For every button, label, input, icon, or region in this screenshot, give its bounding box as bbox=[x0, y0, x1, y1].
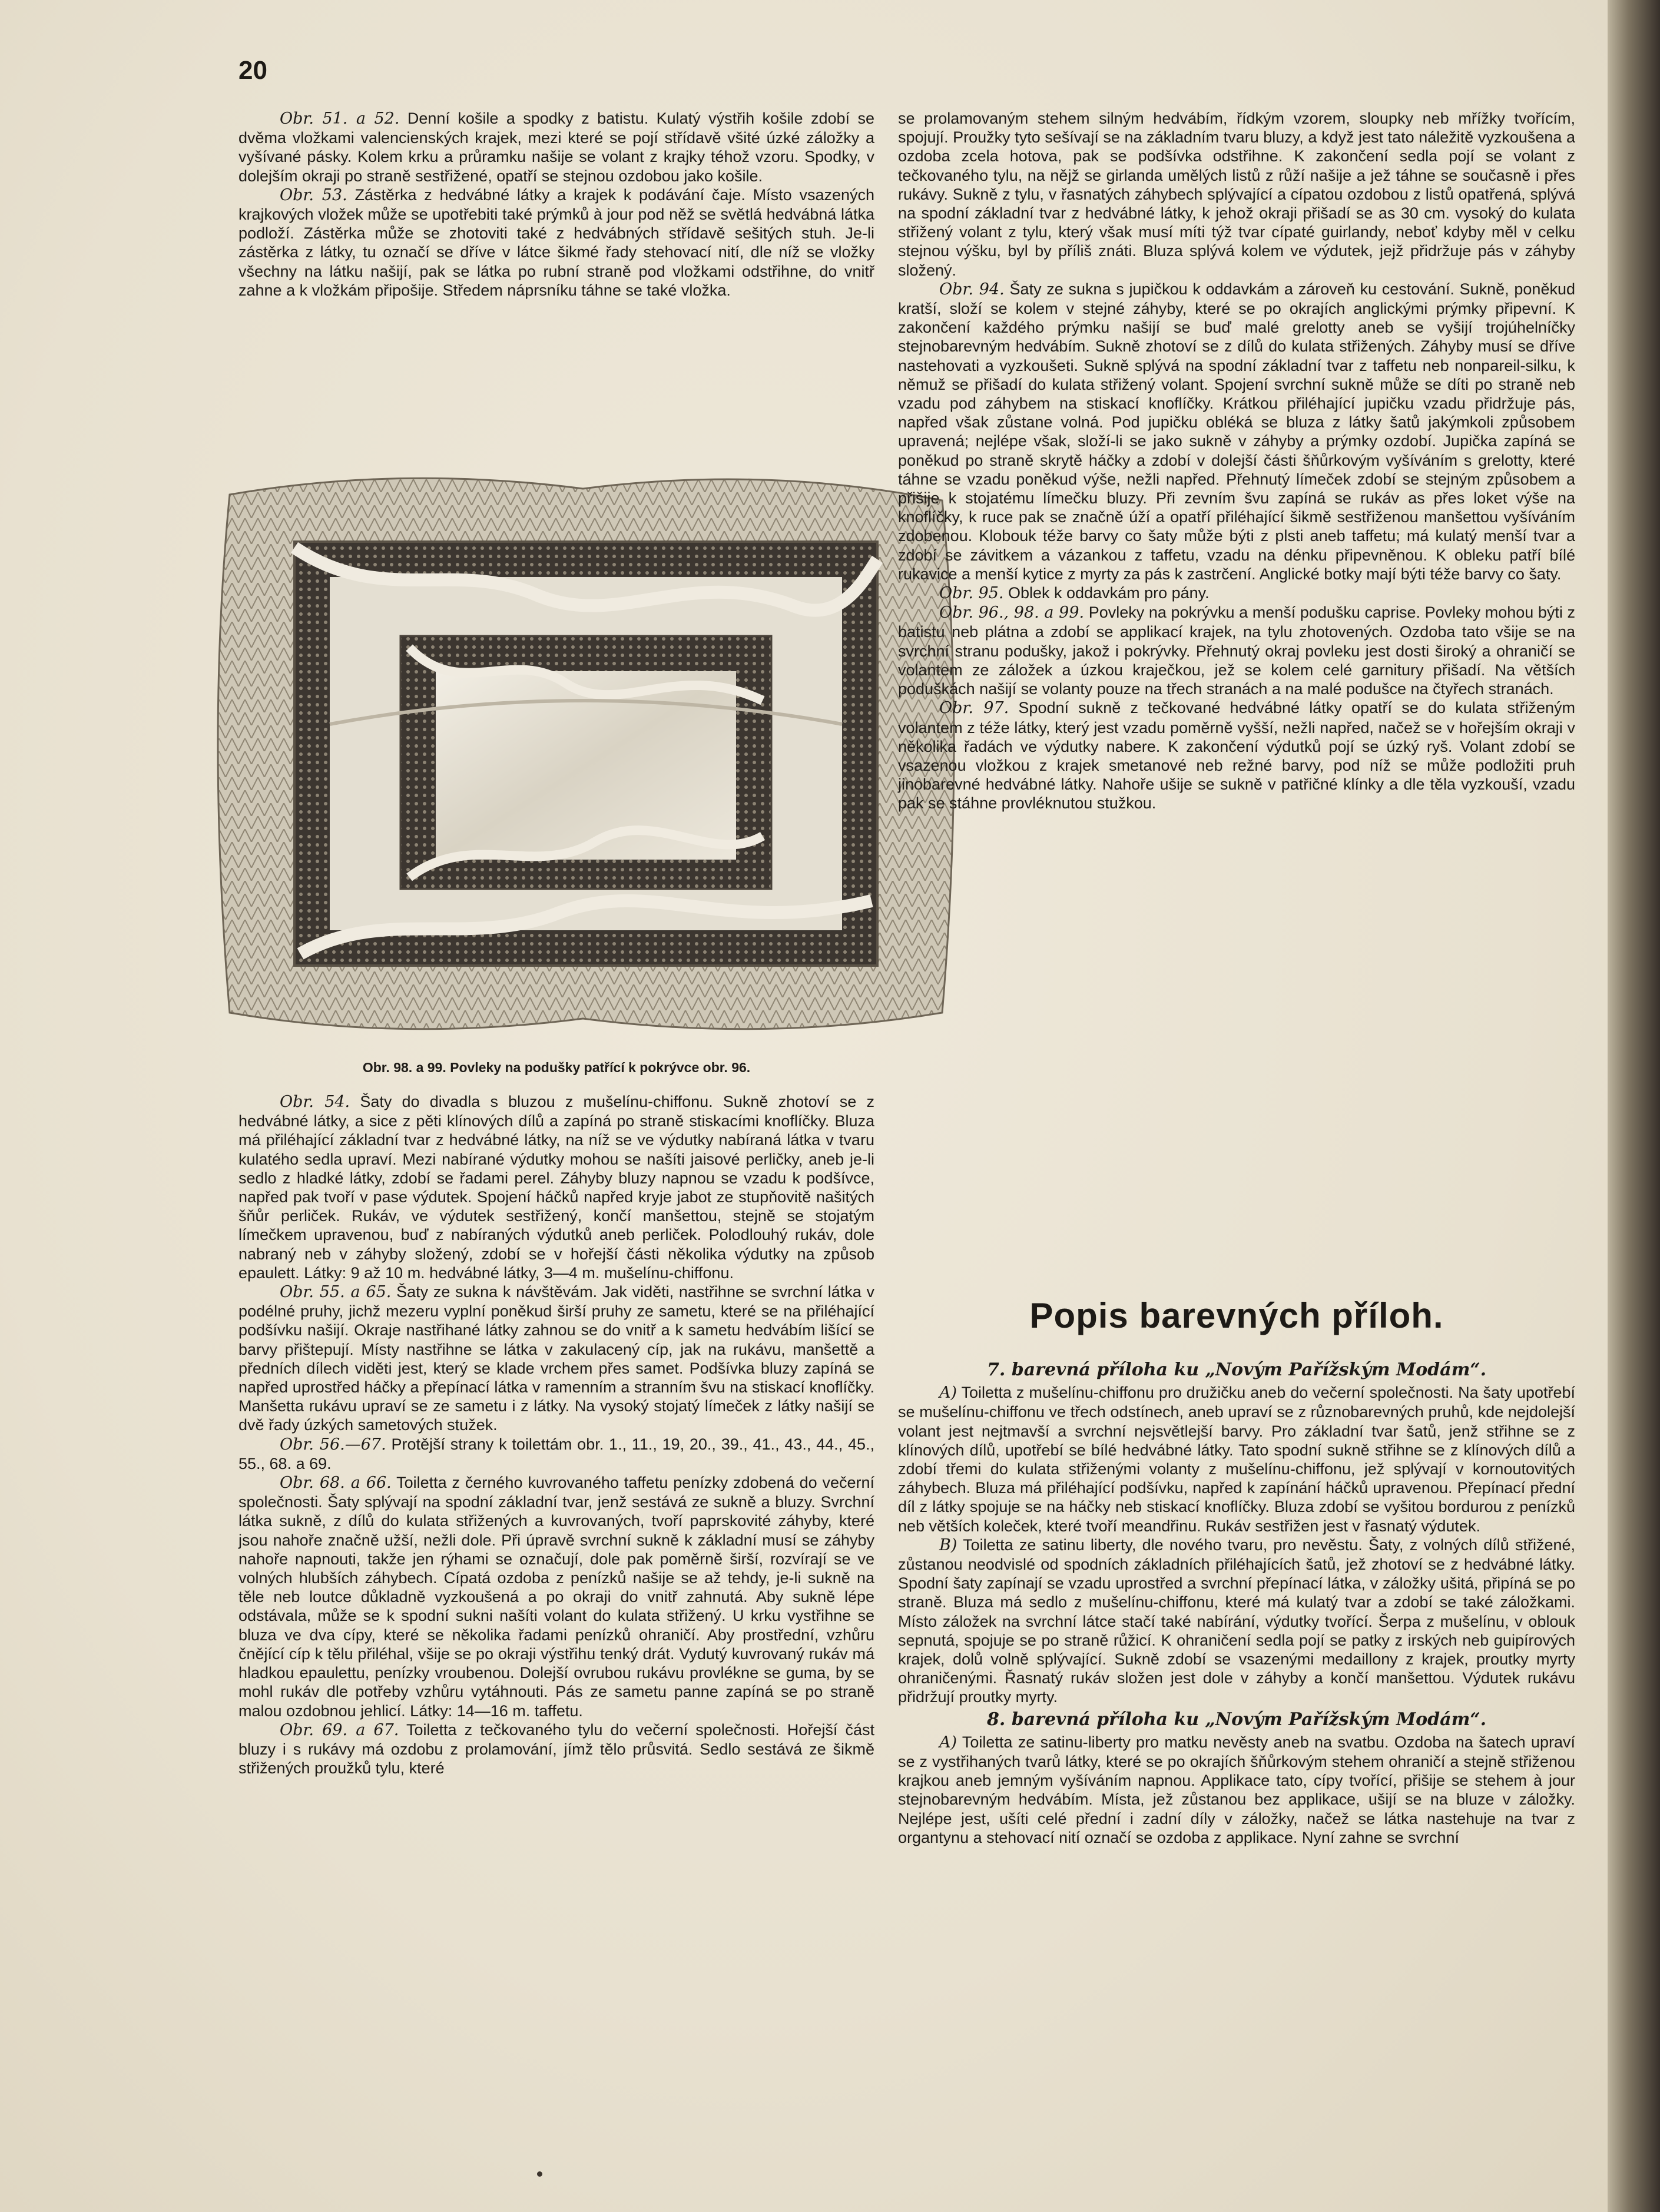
paragraph-text: Toiletta z černého kuvrovaného taffetu penízky zdobená do večerní společnosti. Šaty splývají na spodní základní tvar, jenž sestává ze sukně a bluzy. Svrchní látka sukně, z dílů do kulata střižených a kuvrovaných, tvoří paprskovité záhyby, které jsou nahoře značně užší, nežli dole. Při úpravě svrchní sukně k základní musí se záhyby nahoře napnouti, takže jen rýhami se označují, dole pak poměrně širší, rozvírají se ve volných hlubších záhybech. Cípatá ozdoba z penízků našije se až tehdy, je-li sukně na těle neb loutce důkladně vyzkoušená a po okraji do vnitř zahnutá. Aby sukně lépe odstávala, může se k spodní sukni našíti volant do kulata střižený. U krku vystřihne se bluza ve dva cípy, které se několika řadami penízků ohraničí. Aby prostřední, vzhůru čnějící cíp k tělu přiléhal, všije se po okraji výstřihu tenký drát. Vydutý kuvrovaný rukáv má hladkou epaulettu, penízky vroubenou. Dolejší ovrubou rukávu provlékne se guma, by se mohl rukáv dle potřeby vzhůru vytáhnouti. Pás ze sametu panne zapíná se po straně malou ozdobnou jehlicí. Látky: 14—16 m. taffetu. bbox=[238, 1474, 874, 1720]
paragraph bbox=[898, 1733, 1575, 1847]
figure-ref: Obr. 56.—67. bbox=[280, 1435, 386, 1454]
paragraph bbox=[898, 698, 1575, 812]
paragraph-text: Šaty ze sukna s jupičkou k oddavkám a zároveň ku cestování. Sukně, poněkud kratší, složí se kolem v stejné záhyby, které se po okrajích anglickými prýmky připevní. K zakončení každého prýmku našijí se buď malé grelotty aneb se vyšijí trojúhelníčky stejnobarevným hedvábím. Sukně zhotoví se z dílů do kulata střižených. Záhyby musí se dříve nastehovati a vyzkoušeti. Sukně splývá na spodní základní tvar z taffetu neb nonpareil-silku, k němuž se přišadí do kulata střižený volant. Spojení svrchní sukně může se díti po straně neb vzadu pod záhybem na stiskací knoflíčky. Krátkou přiléhající jupičku vzadu přidržuje pás, napřed však zůstane volná. Pod jupičku obléká se bluza z látky šatů jakýmkoli způsobem upravená; nejlépe však, složí-li se jako sukně v záhyby a prýmky ozdobí. Jupička zapíná se poněkud po straně skrytě háčky a zdobí v dolejší části šňůrkovým vyšíváním s grelotty, které táhne se vzadu poněkud výše, nežli napřed. Přehnutý límeček zdobí se stejným způsobem a přišije k stojatému límečku bluzy. Při zevním švu zapíná se rukáv as přes loket výše na knoflíčky, k ruce pak se značně úží a opatří přiléhající šikmě sestřiženou manšettou vyšíváním zdobenou. Klobouk téže barvy co šaty může býti z plsti aneb taffetu; má kulatý menší tvar a zdobí se závitkem a vázankou z taffetu, vzadu na dénku připevněnou. K obleku patří bílé rukavice a menší kytice z myrty za pás k zastrčení. Anglické botky mají býti téže barvy co šaty. bbox=[898, 280, 1575, 583]
figure-caption: Obr. 98. a 99. Povleky na podušky patřící k pokrývce obr. 96. bbox=[362, 1060, 751, 1075]
right-column-bottom bbox=[898, 1357, 1575, 1847]
page-number: 20 bbox=[238, 56, 267, 85]
right-column-top bbox=[898, 109, 1575, 813]
paragraph-text: Protější strany k toilettám obr. 1., 11., 19, 20., 39., 41., 43., 44., 45., 55., 68. a 69. bbox=[238, 1435, 875, 1473]
figure-ref: Obr. 68. a 66. bbox=[280, 1474, 392, 1493]
paragraph-text: Šaty do divadla s bluzou z mušelínu-chiffonu. Sukně zhotoví se z hedvábné látky, a sice z pěti klínových dílů a zapíná po straně stiskacími knoflíčky. Bluza má přiléhající základní tvar z hedvábné látky, na níž se ve výdutky nabíraná látka v tvaru kulatého sedla upraví. Mezi nabírané výdutky mohou se našíti jaisové perličky, aneb je-li sedlo z hladké látky, zdobí se řadami perel. Záhyby bluzy napnou se vzadu k podšívce, napřed pak tvoří v pase výdutek. Spojení háčků napřed kryje jabot ze stupňovitě našitých šňůr perliček. Rukáv, ve výdutek sestřižený, končí manšettou, stejně se stojatým límečkem upravenou, buď z nabíraných výdutků aneb perliček. Polodlouhý rukáv, dole nabraný neb v záhyby složený, zdobí se v hořejší části několika výdutky na způsob epaulett. Látky: 9 až 10 m. hedvábné látky, 3—4 m. mušelínu-chiffonu. bbox=[238, 1093, 874, 1282]
figure-ref: Obr. 96., 98. a 99. bbox=[939, 603, 1085, 622]
paragraph-text: Denní košile a spodky z batistu. Kulatý výstřih košile zdobí se dvěma vložkami valencienských krajek, mezi které se pojí střídavě všité úzké záložky a vyšívané pásky. Kolem krku a průramku našije se volant z krajky téhož vzoru. Spodky, v dolejším okraji po straně sestřižené, opatří se stejnou ozdobou jako košile. bbox=[238, 110, 874, 185]
paragraph-text: Toiletta z mušelínu-chiffonu pro družičku aneb do večerní společnosti. Na šaty upotřebí se mušelínu-chiffonu ve třech odstínech, aneb upraví se z různobarevných pruhů, kde nejdolejší volant jest nejtmavší a svrchní nejsvětlejší barvy. Pro základní tvar šatů, jenž střihne se z klínových dílů, upotřebí se bílé hedvábné látky. Tato spodní sukně střihne se z klínových dílů a zdobí třemi do kulata střiženými volanty z mušelínu-chiffonu, jež splývají v kornoutovitých záhybech. Bluza má přiléhající podšívku, napřed k zapínání háčků upravenou. Přepínací přední díl z látky spojuje se na háčky neb stiskací knoflíčky. Bluza zdobí se vyšitou bordurou z penízků neb větších koleček, které tvoří meandřinu. Rukáv sestřižen jest v řasnatý výdutek. bbox=[898, 1384, 1575, 1535]
paragraph-text: Spodní sukně z tečkované hedvábné látky opatří se do kulata střiženým volantem z téže látky, který jest vzadu poměrně vyšší, nežli napřed, načež se v hořejším okraji v několika řadách ve výdutky nabere. K zakončení výdutků pojí se úzký ryš. Volant zdobí se vsazenou vložkou z krajek smetanové neb režné barvy, pod níž se může podložiti pruh jinobarevné hedvábné látky. Nahoře ušije se sukně v patřičné klínky a dle těla vyzkouší, vzadu pak se stáhne provléknutou stužkou. bbox=[898, 699, 1575, 812]
paragraph bbox=[898, 109, 1575, 280]
print-speck bbox=[537, 2171, 542, 2177]
figure-ref: Obr. 97. bbox=[939, 699, 1009, 718]
left-column-top bbox=[238, 109, 874, 300]
paragraph bbox=[898, 1383, 1575, 1536]
paragraph bbox=[898, 583, 1575, 603]
paragraph bbox=[238, 185, 874, 300]
figure-ref: Obr. 51. a 52. bbox=[280, 110, 400, 128]
paragraph-text: Toiletta ze satinu liberty, dle nového tvaru, pro nevěstu. Šaty, z volných dílů střižené, zůstanou neodvislé od spodních základních přiléhajících šatů, jež zhotoví se z hedvábné látky. Spodní šaty zapínají se vzadu uprostřed a svrchní přepínací látka, v záložky ušitá, připíná se po straně. Bluza má sedlo z mušelínu-chiffonu, které má kulatý tvar a zdobí se také záložkami. Místo záložek na svrchní látce stačí také nabírání, výdutky tvořící. Šerpa z mušelínu, v oblouk sepnutá, spojuje se po straně růžicí. K ohraničení sedla pojí se patky z irských neb guipírových krajek, dolů volně splývající. Sukně zdobí se vsazenými medaillony z krajek, proutky myrty ohraničenými. Řasnatý rukáv složen jest dole v záhyby a končí manšettou. Výdutek rukávu přidržují proutky myrty. bbox=[898, 1536, 1575, 1706]
item-label: B) bbox=[939, 1536, 957, 1554]
paragraph bbox=[238, 1720, 874, 1778]
item-label: A) bbox=[939, 1384, 957, 1402]
paragraph-text: Toiletta ze satinu-liberty pro matku nevěsty aneb na svatbu. Ozdoba na šatech upraví se z vystřihaných tvarů látky, které se po okrajích šňůrkovým stehem ohraničí a stejně střiženou krajkou aneb jemným vyšíváním napnou. Applikace tato, cípy tvořící, přišije se stehem à jour stejnobarevným hedvábím. Místa, jež zůstanou bez applikace, ušijí se na bluze v záložky. Nejlépe jest, ušíti celé přední i zadní díly v záložky, načež se látka nastehuje na tvar z organtynu a stehovací nití označí se ozdoba z applikace. Nyní zahne se svrchní bbox=[898, 1733, 1575, 1846]
paragraph-text: Povleky na pokrývku a menší podušku caprise. Povleky mohou býti z batistu neb plátna a zdobí se applikací krajek, na tylu zhotovených. Ozdoba tato všije se na svrchní stranu podušky, jakož i pokrývky. Přehnutý okraj povleku jest dosti široký a ohraničí se volantem ze záložek a úzkou kraječkou, jež se kolem celé garnitury přišadí. Na větších poduškách našijí se volanty pouze na třech stranách a na malé podušce na čtyřech stranách. bbox=[898, 603, 1575, 698]
figure-ref: Obr. 94. bbox=[939, 280, 1005, 299]
item-label: A) bbox=[939, 1733, 957, 1752]
paragraph bbox=[238, 1473, 874, 1720]
figure-ref: Obr. 54. bbox=[280, 1093, 350, 1111]
paragraph-text: Šaty ze sukna k návštěvám. Jak viděti, nastřihne se svrchní látka v podélné pruhy, jichž mezeru vyplní poněkud širší pruhy ze sametu, které se na přiléhající podšívku našijí. Okraje nastřihané látky zahnou se do vnitř a k sametu hedvábím lišící se barvy přištepují. Místy nastřihne se látka v zakulacený cíp, jak na rukávu, manšettě a předních dílech viděti jest, který se klade vrchem přes samet. Podšívka bluzy zapíná se napřed uprostřed háčky a přepínací látka v ramenním a stranním švu na stiskací knoflíčky. Manšetta rukávu upraví se ze sametu i z látky. Na vysoký stojatý límeček z látky našijí se dvě řady úzkých sametových stužek. bbox=[238, 1283, 874, 1434]
figure-ref: Obr. 95. bbox=[939, 584, 1004, 603]
paragraph bbox=[898, 280, 1575, 583]
figure-ref: Obr. 55. a 65. bbox=[280, 1283, 392, 1302]
paragraph bbox=[238, 1435, 874, 1473]
paragraph-text: Zástěrka z hedvábné látky a krajek k podávání čaje. Místo vsazených krajkových vložek může se upotřebiti také prýmků à jour pod něž se světlá hedvábná látka podloží. Zástěrka může se zhotoviti také z hedvábných střídavě sešitých stuh. Je-li zástěrka z látky, tu označí se dříve v látce šikmé řady stehovací nití, dle níž se vložky všechny na látku našijí, pak se látka po rubní straně pod vložkami odstřihne, do vnitř zahne a k vložkám připošije. Středem náprsníku táhne se také vložka. bbox=[238, 185, 875, 299]
figure-ref: Obr. 69. a 67. bbox=[280, 1720, 399, 1739]
paragraph bbox=[898, 603, 1575, 698]
paragraph bbox=[898, 1536, 1575, 1707]
paragraph-text: Oblek k oddavkám pro pány. bbox=[1003, 584, 1210, 602]
paragraph-text: se prolamovaným stehem silným hedvábím, řídkým vzorem, sloupky neb mřížky tvořícím, spojují. Proužky tyto sešívají se na základním tvaru bluzy, a když jest tato náležitě vyzkoušena a ozdoba zcela hotova, pak se podšívka odstřihne. K zakončení sedla pojí se volant z tečkovaného tylu, na nějž se girlanda umělých listů z růží našije a jež táhne se současně i přes rukávy. Sukně z tylu, v řasnatých záhybech splývající a cípatou ozdobou z listů opatřená, splývá na spodní základní tvar z hedvábné látky, k jehož okraji přišadí se as 30 cm. vysoký do kulata střižený volant z tylu, který však musí míti týž tvar cípaté guirlandy, neboť kdyby měl v celku stejnou výšku, byl by příliš znáti. Bluza splývá kolem ve výdutek, jejž přidržuje pás v záhyby složený. bbox=[898, 110, 1575, 279]
paragraph bbox=[238, 1282, 874, 1435]
paragraph-text: Toiletta z tečkovaného tylu do večerní společnosti. Hořejší část bluzy i s rukávy má ozdobu z prolamování, jímž tělo průsvitá. Sedlo sestává ze šikmě střižených proužků tylu, které bbox=[238, 1720, 874, 1777]
left-column-bottom bbox=[238, 1092, 874, 1777]
paragraph bbox=[238, 1092, 874, 1282]
supplement-heading: 7. barevná příloha ku „Novým Pařížským Modám“. bbox=[986, 1359, 1487, 1380]
section-title: Popis barevných příloh. bbox=[1029, 1296, 1444, 1335]
figure-ref: Obr. 53. bbox=[280, 185, 347, 204]
supplement-heading: 8. barevná příloha ku „Novým Pařížským Modám“. bbox=[986, 1709, 1487, 1730]
book-spine bbox=[1608, 0, 1660, 2212]
pillow-illustration bbox=[206, 453, 966, 1048]
paragraph bbox=[238, 109, 874, 185]
